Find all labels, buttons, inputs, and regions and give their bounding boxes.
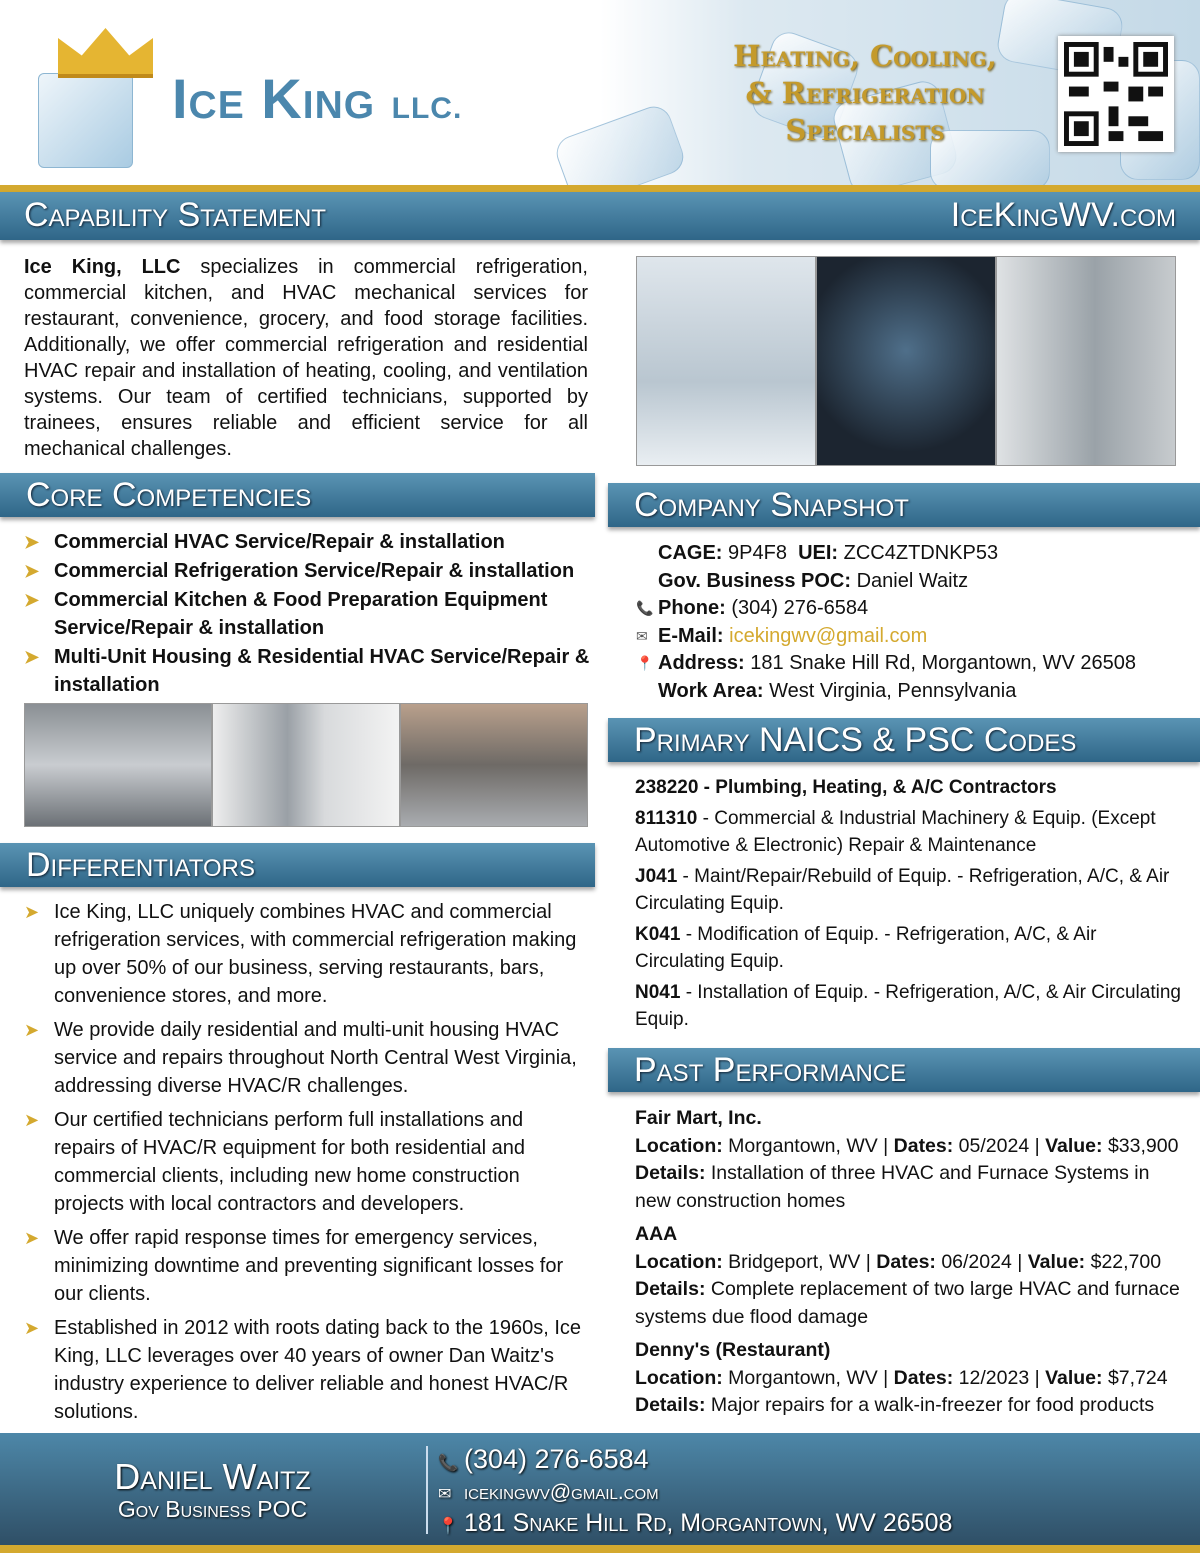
project-item: AAA Location: Bridgeport, WV | Dates: 06/2024 | Value: $22,700 Details: Complete replacement of two large HVAC and furnace systems due flood damage xyxy=(635,1223,1180,1328)
company-snapshot-heading: Company Snapshot xyxy=(608,483,1200,527)
code-item: K041 - Modification of Equip. - Refrigeration, A/C, & Air Circulating Equip. xyxy=(635,924,1097,972)
differentiators-list xyxy=(24,898,589,1432)
technician-photo xyxy=(996,256,1176,466)
email-icon: ✉ xyxy=(438,1486,452,1503)
walk-in-freezer-photo xyxy=(636,256,816,466)
page-title: Capability Statement xyxy=(24,196,327,234)
intro-paragraph: Ice King, LLC specializes in commercial refrigeration, commercial kitchen, and HVAC mechanical services for restaurant, convenience, grocery, and food storage facilities. Additionally, we offer commercial refrigeration and residential HVAC repair and installation of heating, cooling, and ventilation systems. Our team of certified technicians, supported by trainees, ensures reliable and efficient service for all mechanical challenges. xyxy=(24,256,588,460)
core-competencies-heading: Core Competencies xyxy=(0,473,595,517)
phone-icon: 📞 xyxy=(438,1455,458,1472)
naics-heading: Primary NAICS & PSC Codes xyxy=(608,718,1200,762)
list-item: ➤ Commercial HVAC Service/Repair & installation xyxy=(24,528,594,556)
divider xyxy=(0,185,1200,192)
company-snapshot: CAGE: 9P4F8 UEI: ZCC4ZTDNKP53 Gov. Business POC: Daniel Waitz 📞 Phone: (304) 276-6584 ✉ E-Mail: icekingwv@gmail.com 📍 Address: 181 Snake Hill Rd, Morgantown, WV 26508 Work Area: West Virginia, Pennsylvania xyxy=(636,542,1137,702)
location-pin-icon: 📍 xyxy=(636,655,654,671)
project-item: Fair Mart, Inc. Location: Morgantown, WV | Dates: 05/2024 | Value: $33,900 Details: Installation of three HVAC and Furnace Systems in new construction homes xyxy=(635,1107,1179,1212)
tagline: Heating, Cooling, & Refrigeration Specialists xyxy=(733,39,997,147)
divider xyxy=(426,1446,428,1534)
list-item: ➤ Ice King, LLC uniquely combines HVAC and commercial refrigeration services, with commercial refrigeration making up over 50% of our business, serving restaurants, bars, convenience stores, and more. xyxy=(24,898,589,1010)
logo-text: Ice King LLC. xyxy=(172,67,463,130)
header xyxy=(0,0,1200,185)
title-banner xyxy=(0,192,1200,240)
qr-code[interactable] xyxy=(1058,36,1174,152)
code-item: 238220 - Plumbing, Heating, & A/C Contractors xyxy=(635,777,1057,798)
list-item: ➤ Established in 2012 with roots dating back to the 1960s, Ice King, LLC leverages over 40 years of owner Dan Waitz's industry experience to deliver reliable and honest HVAC/R solutions. xyxy=(24,1314,589,1426)
code-item: 811310 - Commercial & Industrial Machinery & Equip. (Except Automotive & Electronic) Repair & Maintenance xyxy=(635,808,1156,856)
footer-email-link[interactable]: icekingwv@gmail.com xyxy=(464,1481,659,1504)
past-performance xyxy=(635,1105,1185,1426)
email-link[interactable]: icekingwv@gmail.com xyxy=(729,624,928,647)
differentiators-heading: Differentiators xyxy=(0,843,595,887)
phone-icon: 📞 xyxy=(636,600,654,616)
list-item: ➤ Commercial Kitchen & Food Preparation Equipment Service/Repair & installation xyxy=(24,586,594,642)
location-pin-icon: 📍 xyxy=(438,1518,458,1535)
list-item: ➤ Commercial Refrigeration Service/Repair & installation xyxy=(24,557,594,585)
list-item: ➤ Our certified technicians perform full installations and repairs of HVAC/R equipment for both residential and commercial clients, including new home construction projects with local contractors and developers. xyxy=(24,1106,589,1218)
divider xyxy=(0,1545,1200,1553)
core-competencies-list xyxy=(24,528,594,700)
past-performance-heading: Past Performance xyxy=(608,1048,1200,1092)
footer-contact-name: Daniel Waitz Gov Business POC xyxy=(60,1458,365,1522)
fryer-photo xyxy=(24,703,212,827)
naics-list xyxy=(635,774,1185,1037)
list-item: ➤ Multi-Unit Housing & Residential HVAC Service/Repair & installation xyxy=(24,643,594,699)
hvac-wiring-photo xyxy=(816,256,996,466)
email-icon: ✉ xyxy=(636,627,648,644)
code-item: J041 - Maint/Repair/Rebuild of Equip. - Refrigeration, A/C, & Air Circulating Equip. xyxy=(635,866,1170,914)
list-item: ➤ We provide daily residential and multi-unit housing HVAC service and repairs throughout North Central West Virginia, addressing diverse HVAC/R challenges. xyxy=(24,1016,589,1100)
footer-contact: 📞 (304) 276-6584 ✉ icekingwv@gmail.com 📍 181 Snake Hill Rd, Morgantown, WV 26508 xyxy=(438,1445,952,1541)
grill-photo xyxy=(400,703,588,827)
footer-role: Gov Business POC xyxy=(117,1496,308,1522)
list-item: ➤ We offer rapid response times for emergency services, minimizing downtime and preventing significant losses for our clients. xyxy=(24,1224,589,1308)
project-item: Denny's (Restaurant) Location: Morgantown, WV | Dates: 12/2023 | Value: $7,724 Details: Major repairs for a walk-in-freezer for food products xyxy=(635,1339,1168,1416)
logo-image xyxy=(28,18,158,173)
code-item: N041 - Installation of Equip. - Refrigeration, A/C, & Air Circulating Equip. xyxy=(635,982,1181,1030)
website-link[interactable]: IceKingWV.com xyxy=(950,196,1176,234)
refrigerator-photo xyxy=(212,703,400,827)
